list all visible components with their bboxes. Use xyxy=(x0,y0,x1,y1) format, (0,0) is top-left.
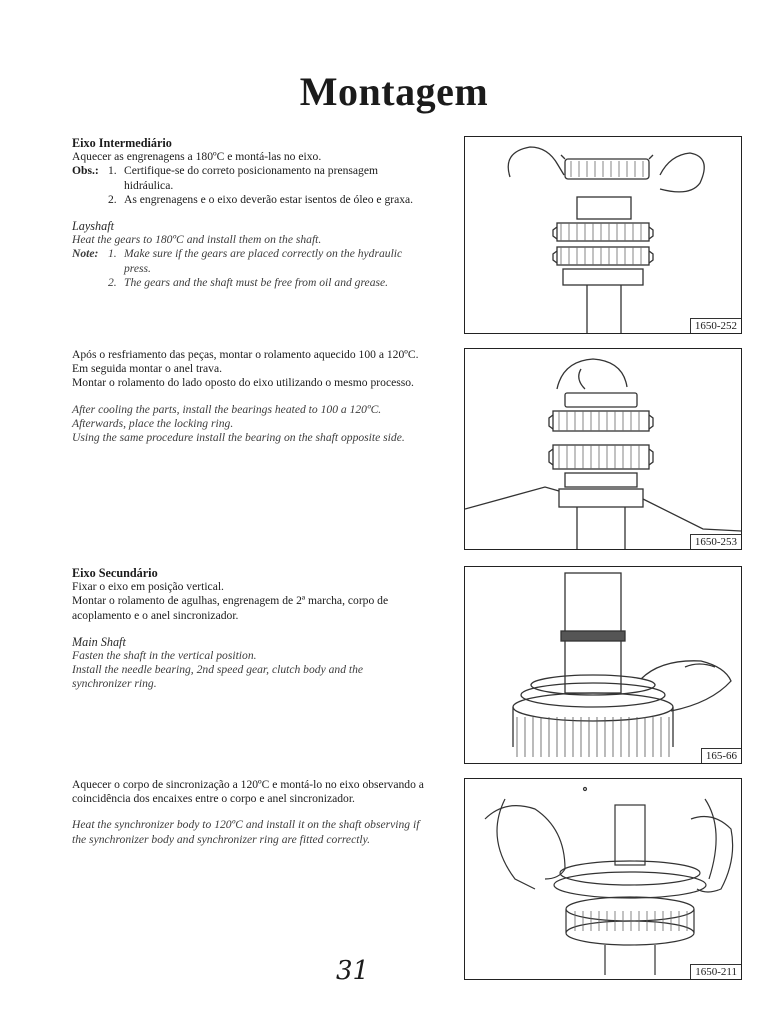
paragraph-english: After cooling the parts, install the bearings heated to 100 a 120ºC. xyxy=(72,402,382,416)
figure-bearing-install xyxy=(464,348,742,550)
list-number: 1. xyxy=(108,247,117,261)
paragraph: Montar o rolamento do lado oposto do eixo utilizando o mesmo processo. xyxy=(72,376,414,390)
paragraph: Montar o rolamento de agulhas, engrenagem de 2ª marcha, corpo de acoplamento e o anel sincronizador. xyxy=(72,594,389,622)
section-bearing-install xyxy=(72,348,424,445)
paragraph-english: Using the same procedure install the bearing on the shaft opposite side. xyxy=(72,431,405,445)
note-label: Note: xyxy=(72,247,99,261)
figure-caption: 1650-253 xyxy=(690,534,741,549)
section-synchronizer xyxy=(72,778,424,847)
paragraph: Aquecer as engrenagens a 180ºC e montá-las no eixo. xyxy=(72,150,322,164)
paragraph-english: Fasten the shaft in the vertical position. xyxy=(72,649,257,663)
page-number: 31 xyxy=(336,956,370,986)
english-heading: Layshaft xyxy=(72,219,114,234)
figure-synchronizer xyxy=(464,778,742,980)
paragraph: Após o resfriamento das peças, montar o rolamento aquecido 100 a 120ºC. xyxy=(72,348,419,361)
note-item xyxy=(72,276,424,290)
paragraph: Fixar o eixo em posição vertical. xyxy=(72,580,224,594)
page-title: Montagem xyxy=(299,69,489,114)
figure-caption: 165-66 xyxy=(701,748,741,763)
list-number: 2. xyxy=(108,275,117,289)
list-text: As engrenagens e o eixo deverão estar isentos de óleo e graxa. xyxy=(124,192,414,206)
paragraph: Aquecer o corpo de sincronização a 120ºC e montá-lo no eixo observando a coincidência dos encaixes entre o corpo e anel sincronizador. xyxy=(72,778,424,806)
gear-press-illustration xyxy=(465,137,741,333)
bearing-illustration xyxy=(465,349,741,549)
section-heading: Eixo Intermediário xyxy=(72,136,172,150)
obs-item xyxy=(72,193,424,207)
main-shaft-illustration xyxy=(465,567,741,763)
list-number: 2. xyxy=(108,192,117,206)
figure-main-shaft xyxy=(464,566,742,764)
section-eixo-secundario xyxy=(72,566,424,692)
english-heading: Main Shaft xyxy=(72,634,126,649)
paragraph-english: Install the needle bearing, 2nd speed gear, clutch body and the synchronizer ring. xyxy=(72,663,364,691)
section-heading: Eixo Secundário xyxy=(72,566,158,580)
figure-caption: 1650-211 xyxy=(690,964,741,979)
list-text: Make sure if the gears are placed correctly on the hydraulic press. xyxy=(124,247,403,275)
obs-item xyxy=(72,164,424,192)
list-number: 1. xyxy=(108,164,117,178)
list-text: Certifique-se do correto posicionamento na prensagem hidráulica. xyxy=(124,164,379,192)
section-eixo-intermediario xyxy=(72,136,424,290)
figure-caption: 1650-252 xyxy=(690,318,741,333)
paragraph-english: Heat the gears to 180ºC and install them on the shaft. xyxy=(72,233,322,247)
obs-label: Obs.: xyxy=(72,164,99,178)
paragraph-english: Heat the synchronizer body to 120ºC and install it on the shaft observing if the synchronizer body and synchronizer ring are fitted correctly. xyxy=(72,818,420,846)
note-item xyxy=(72,247,424,275)
figure-layshaft-gears xyxy=(464,136,742,334)
list-text: The gears and the shaft must be free from oil and grease. xyxy=(124,275,389,289)
synchronizer-illustration xyxy=(465,779,741,979)
paragraph-english: Afterwards, place the locking ring. xyxy=(72,416,234,430)
paragraph: Em seguida montar o anel trava. xyxy=(72,362,223,376)
